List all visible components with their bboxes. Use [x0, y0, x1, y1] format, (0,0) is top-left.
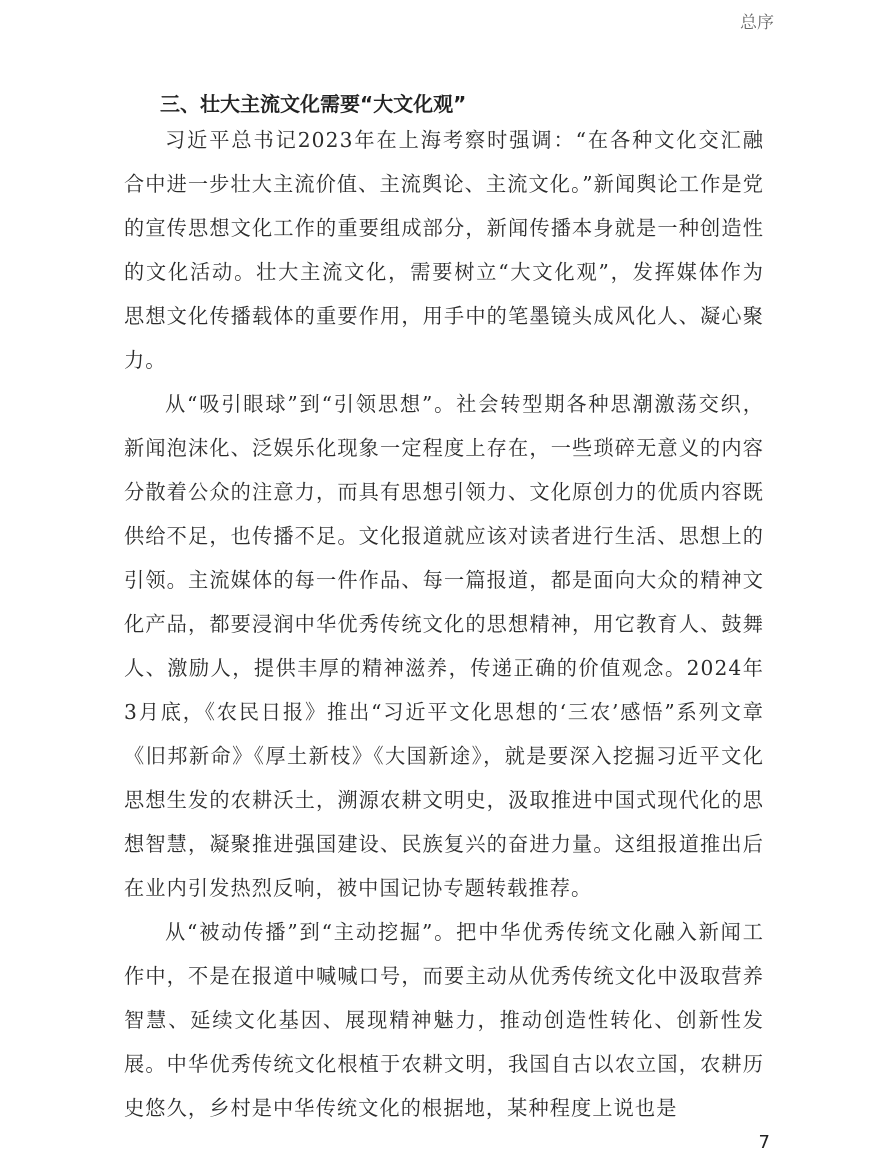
paragraph: 习近平总书记2023年在上海考察时强调：“在各种文化交汇融合中进一步壮大主流价值、主流舆论、主流文化。”新闻舆论工作是党的宣传思想文化工作的重要组成部分，新闻传播本身就是一种创造性的文化活动。壮大主流文化，需要树立“大文化观”，发挥媒体作为思想文化传播载体的重要作用，用手中的笔墨镜头成风化人、凝心聚力。	[124, 128, 764, 372]
body-text	[124, 118, 764, 1130]
running-head: 总序	[740, 13, 774, 33]
page-number: 7	[758, 1132, 770, 1153]
section-title: 三、壮大主流文化需要“大文化观”	[160, 92, 467, 116]
paragraph: 从“被动传播”到“主动挖掘”。把中华优秀传统文化融入新闻工作中，不是在报道中喊喊口号，而要主动从优秀传统文化中汲取营养智慧、延续文化基因、展现精神魅力，推动创造性转化、创新性发展。中华优秀传统文化根植于农耕文明，我国自古以农立国，农耕历史悠久，乡村是中华传统文化的根据地，某种程度上说也是	[124, 920, 764, 1120]
paragraph: 从“吸引眼球”到“引领思想”。社会转型期各种思潮激荡交织，新闻泡沫化、泛娱乐化现象一定程度上存在，一些琐碎无意义的内容分散着公众的注意力，而具有思想引领力、文化原创力的优质内容既供给不足，也传播不足。文化报道就应该对读者进行生活、思想上的引领。主流媒体的每一件作品、每一篇报道，都是面向大众的精神文化产品，都要浸润中华优秀传统文化的思想精神，用它教育人、鼓舞人、激励人，提供丰厚的精神滋养，传递正确的价值观念。2024年3月底，《农民日报》推出“习近平文化思想的‘三农’感悟”系列文章《旧邦新命》《厚土新枝》《大国新途》，就是要深入挖掘习近平文化思想生发的农耕沃土，溯源农耕文明史，汲取推进中国式现代化的思想智慧，凝聚推进强国建设、民族复兴的奋进力量。这组报道推出后在业内引发热烈反响，被中国记协专题转载推荐。	[124, 392, 764, 900]
